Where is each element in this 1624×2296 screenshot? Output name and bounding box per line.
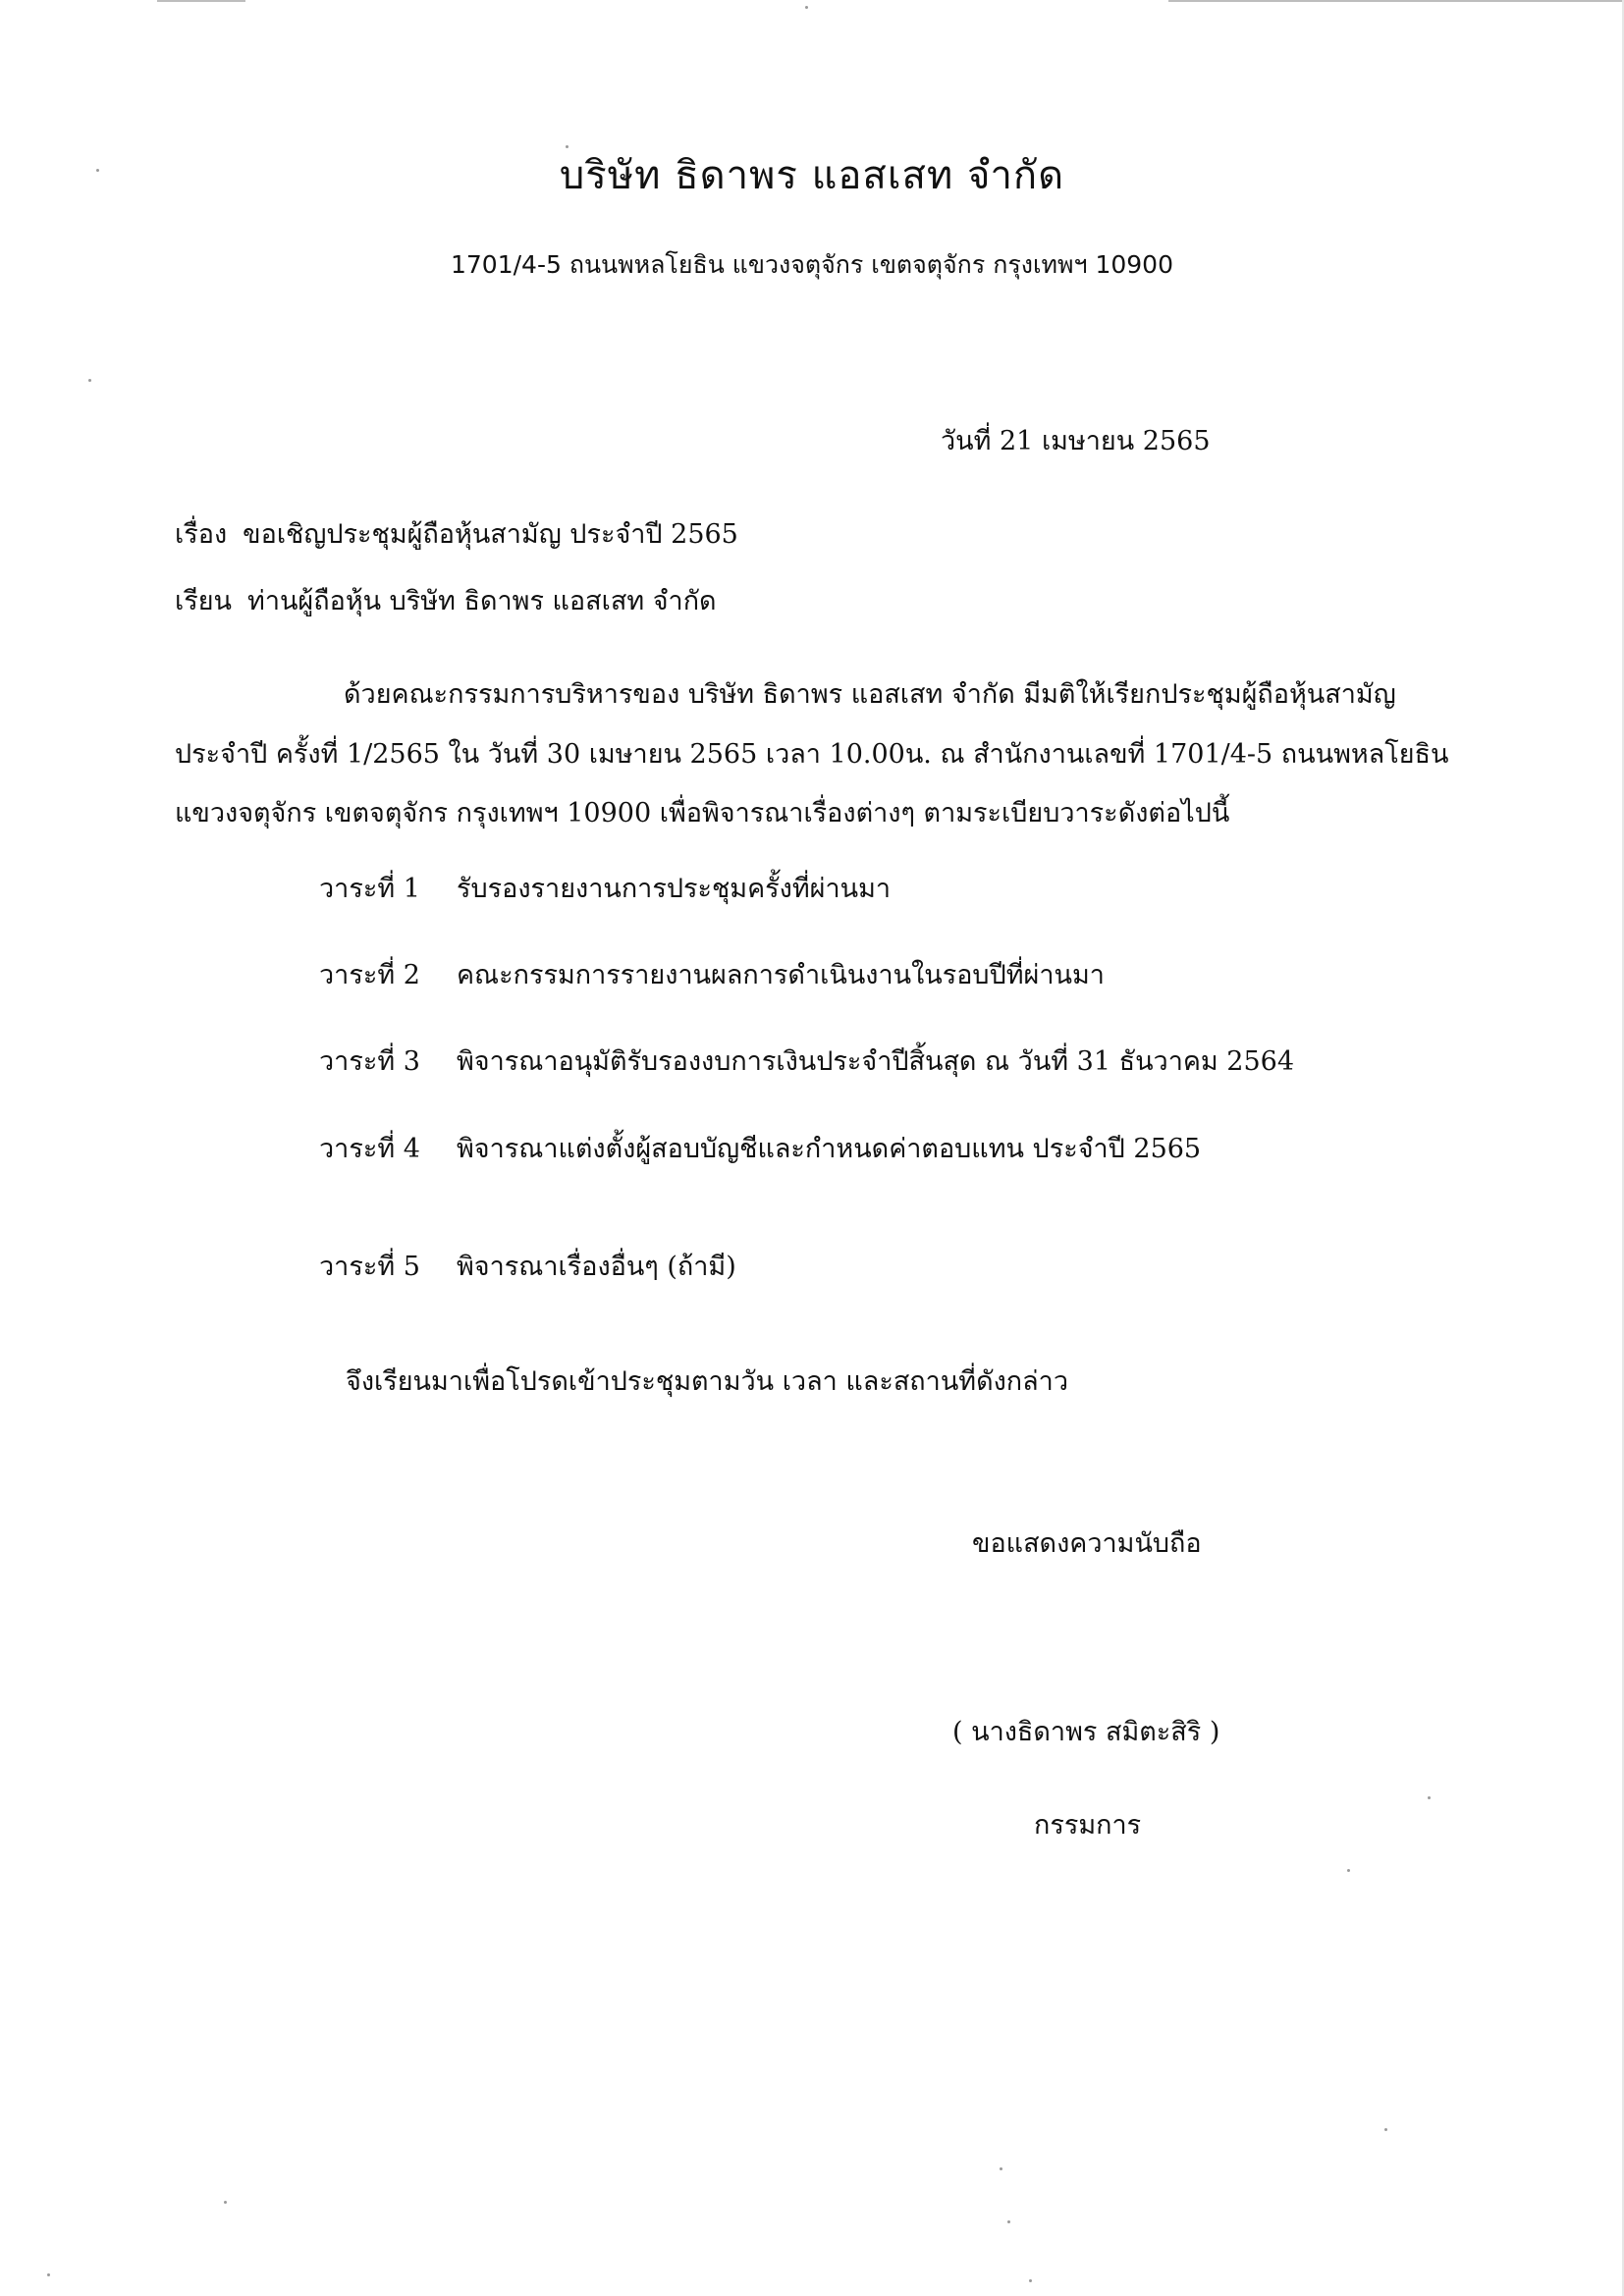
- company-address: 1701/4-5 ถนนพหลโยธิน แขวงจตุจักร เขตจตุจักร กรุงเทพฯ 10900: [451, 250, 1173, 279]
- agenda-item: [319, 1127, 1201, 1169]
- agenda-text: พิจารณาอนุมัติรับรองงบการเงินประจำปีสิ้นสุด ณ วันที่ 31 ธันวาคม 2564: [457, 1046, 1295, 1077]
- agenda-label: วาระที่ 5: [319, 1252, 420, 1282]
- recipient-label: เรียน: [175, 586, 233, 616]
- recipient-line: [175, 579, 717, 621]
- scan-speck: [1428, 1796, 1431, 1799]
- scan-speck: [566, 145, 568, 148]
- subject-text: ขอเชิญประชุมผู้ถือหุ้นสามัญ ประจำปี 2565: [243, 519, 738, 550]
- company-name: บริษัท ธิดาพร แอสเสท จำกัด: [559, 153, 1065, 198]
- scan-speck: [47, 2273, 50, 2276]
- scan-speck: [1384, 2128, 1387, 2131]
- scan-speck: [1000, 2167, 1002, 2170]
- agenda-text: รับรองรายงานการประชุมครั้งที่ผ่านมา: [457, 874, 892, 904]
- body-line-2: ประจำปี ครั้งที่ 1/2565 ใน วันที่ 30 เมษายน 2565 เวลา 10.00น. ณ สำนักงานเลขที่ 1701/4-5 ถนนพหลโยธิน: [175, 739, 1449, 770]
- agenda-text: คณะกรรมการรายงานผลการดำเนินงานในรอบปีที่ผ่านมา: [457, 960, 1105, 990]
- scan-speck: [224, 2201, 227, 2204]
- subject-label: เรื่อง: [175, 519, 228, 550]
- agenda-label: วาระที่ 4: [319, 1134, 420, 1164]
- agenda-item: [319, 953, 1105, 995]
- scan-edge-mark: [157, 0, 245, 2]
- agenda-item: [319, 867, 891, 909]
- agenda-text: พิจารณาเรื่องอื่นๆ (ถ้ามี): [457, 1252, 736, 1282]
- agenda-label: วาระที่ 2: [319, 960, 420, 990]
- scan-edge-mark: [1168, 0, 1624, 2]
- agenda-item: [319, 1245, 736, 1287]
- subject-line: [175, 512, 738, 555]
- agenda-label: วาระที่ 1: [319, 874, 420, 904]
- scan-speck: [805, 6, 808, 9]
- closing-sentence: จึงเรียนมาเพื่อโปรดเข้าประชุมตามวัน เวลา และสถานที่ดังกล่าว: [346, 1366, 1069, 1397]
- body-line-1: ด้วยคณะกรรมการบริหารของ บริษัท ธิดาพร แอสเสท จำกัด มีมติให้เรียกประชุมผู้ถือหุ้นสามัญ: [344, 679, 1396, 710]
- closing-regards: ขอแสดงความนับถือ: [972, 1528, 1202, 1559]
- scan-speck: [1029, 2279, 1032, 2282]
- agenda-text: พิจารณาแต่งตั้งผู้สอบบัญชีและกำหนดค่าตอบแทน ประจำปี 2565: [457, 1134, 1202, 1164]
- body-line-3: แขวงจตุจักร เขตจตุจักร กรุงเทพฯ 10900 เพื่อพิจารณาเรื่องต่างๆ ตามระเบียบวาระดังต่อไปนี้: [175, 798, 1230, 828]
- scan-speck: [88, 379, 91, 382]
- letter-date: วันที่ 21 เมษายน 2565: [941, 426, 1211, 456]
- agenda-label: วาระที่ 3: [319, 1046, 420, 1077]
- scan-speck: [1007, 2220, 1010, 2223]
- signer-name: ( นางธิดาพร สมิตะสิริ ): [952, 1717, 1220, 1747]
- recipient-text: ท่านผู้ถือหุ้น บริษัท ธิดาพร แอสเสท จำกัด: [247, 586, 717, 616]
- scan-speck: [1347, 1869, 1350, 1872]
- scan-speck: [96, 169, 99, 172]
- agenda-item: [319, 1040, 1294, 1082]
- signer-position: กรรมการ: [1034, 1810, 1142, 1841]
